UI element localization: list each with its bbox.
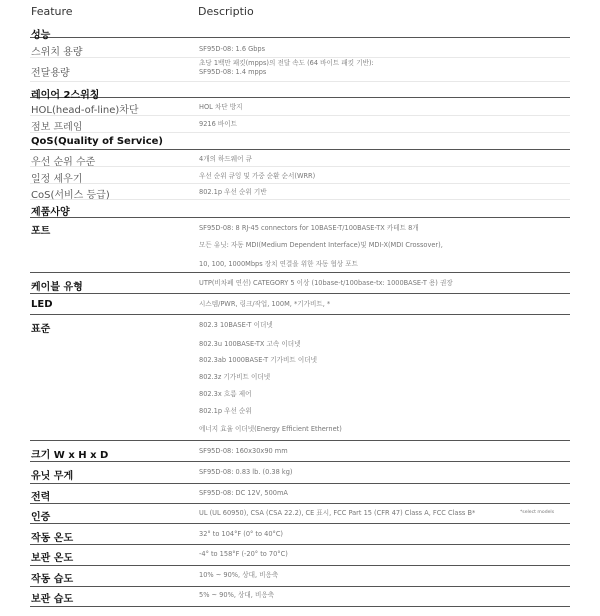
row-label: 성능	[31, 30, 51, 41]
row-label: 케이블 유형	[31, 282, 83, 293]
section-row	[30, 22, 570, 41]
row-label: 보관 습도	[31, 594, 74, 605]
row-label: QoS(Quality of Service)	[31, 136, 163, 147]
spec-row	[30, 184, 570, 200]
row-label: 우선 순위 수준	[31, 157, 96, 168]
row-value: UL (UL 60950), CSA (CSA 22.2), CE 표시, FCC Part 15 (CFR 47) Class A, FCC Class B*	[199, 509, 476, 517]
row-label: 일정 세우기	[31, 174, 83, 185]
row-label: 점보 프레임	[31, 122, 83, 133]
section-row	[30, 587, 570, 607]
row-value: 10% ~ 90%, 상대, 비응축	[199, 571, 279, 579]
row-label: 전달용량	[31, 68, 70, 79]
section-row	[30, 273, 570, 294]
row-value: -4° to 158°F (-20° to 70°C)	[199, 550, 288, 558]
row-value: 802.3ab 1000BASE-T 기가비트 이더넷	[199, 356, 317, 364]
row-value: 에너지 효율 이더넷(Energy Efficient Ethernet)	[199, 425, 342, 433]
spec-row	[30, 167, 570, 184]
spec-row	[30, 38, 570, 58]
row-label: HOL(head-of-line)차단	[31, 105, 139, 116]
row-value: 모든 유닛: 자동 MDI(Medium Dependent Interface)및 MDI-X(MDI Crossover),	[199, 241, 443, 249]
spec-row	[30, 150, 570, 167]
row-label: 크기 W x H x D	[31, 450, 109, 461]
section-row	[30, 441, 570, 462]
row-note: *select models	[520, 510, 555, 515]
row-label: 스위치 용량	[31, 47, 83, 58]
section-row	[30, 294, 570, 315]
row-label: 전력	[31, 492, 51, 503]
row-value: 802.3u 100BASE-TX 고속 이더넷	[199, 340, 301, 348]
row-label: 인증	[31, 512, 51, 523]
section-row	[30, 462, 570, 484]
row-label: CoS(서비스 등급)	[31, 190, 110, 201]
row-value: SF95D-08: DC 12V, 500mA	[199, 489, 288, 497]
row-value: 우선 순위 큐잉 및 가중 순환 순서(WRR)	[199, 172, 316, 180]
row-value: SF95D-08: 8 RJ-45 connectors for 10BASE-T/100BASE-TX 카테트 8개	[199, 224, 419, 232]
row-label: 작동 온도	[31, 533, 74, 544]
row-label: 포트	[31, 226, 51, 237]
row-value: 802.3x 흐름 제어	[199, 390, 252, 398]
row-value: 5% ~ 90%, 상대, 비응축	[199, 591, 275, 599]
spec-row	[30, 116, 570, 133]
row-label: 레이어 2스위칭	[31, 90, 100, 101]
row-value: 802.3z 기가비트 이더넷	[199, 373, 271, 381]
section-row	[30, 524, 570, 545]
row-value: 9216 바이트	[199, 120, 237, 128]
row-value: 초당 1백만 패킷(mpps)의 전달 속도 (64 바이트 패킷 기반):	[199, 59, 374, 67]
header-feature: Feature	[31, 5, 73, 18]
section-row	[30, 315, 570, 441]
row-value: UTP(비차폐 연선) CATEGORY 5 이상 (10base-t/100base-tx: 1000BASE-T 용) 권장	[199, 279, 453, 287]
spec-row	[30, 58, 570, 82]
section-row	[30, 545, 570, 566]
row-value: SF95D-08: 1.4 mpps	[199, 68, 267, 76]
row-label: 표준	[31, 324, 51, 335]
row-label: 작동 습도	[31, 574, 74, 585]
section-row	[30, 133, 570, 150]
section-row	[30, 484, 570, 504]
row-value: 32° to 104°F (0° to 40°C)	[199, 530, 284, 538]
section-row	[30, 82, 570, 101]
row-label: 보관 온도	[31, 553, 74, 564]
row-value: SF95D-08: 160x30x90 mm	[199, 447, 288, 455]
row-value: 802.1p 우선 순위 기반	[199, 188, 267, 196]
row-value: SF95D-08: 1.6 Gbps	[199, 45, 266, 53]
spec-row	[30, 98, 570, 116]
section-row	[30, 218, 570, 273]
row-value: HOL 차단 방지	[199, 103, 243, 111]
row-value: 802.3 10BASE-T 이더넷	[199, 321, 273, 329]
row-label: 제품사양	[31, 207, 70, 218]
header-description: Descriptio	[198, 5, 254, 18]
row-label: LED	[31, 299, 53, 310]
row-label: 유닛 무게	[31, 471, 74, 482]
row-value: 시스템/PWR, 링크/작업, 100M, *기가비트, *	[199, 300, 331, 308]
row-value: 10, 100, 1000Mbps 장치 연결을 위한 자동 협상 포트	[199, 260, 359, 268]
row-value: 802.1p 우선 순위	[199, 407, 252, 415]
row-value: 4개의 하드웨어 큐	[199, 155, 252, 163]
section-row	[30, 566, 570, 587]
section-row	[30, 200, 570, 218]
row-value: SF95D-08: 0.83 lb. (0.38 kg)	[199, 468, 293, 476]
section-row	[30, 504, 570, 524]
